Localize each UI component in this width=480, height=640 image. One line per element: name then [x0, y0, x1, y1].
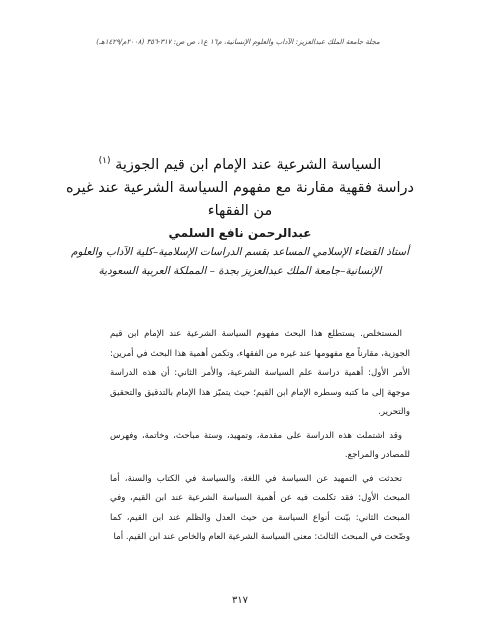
page-number: ٣١٧ — [231, 595, 249, 606]
abstract-paragraph: تحدثت في التمهيد عن السياسة في اللغة، والسياسة في الكتاب والسنة، أما المبحث الأول: فقد تكلمت فيه عن أهمية السياسة الشرعية عند ابن القيم، وفي المبحث الثاني: بيّنت أنواع السياسة من حيث العدل والظلم عند ابن القيم، كما وضّحت في المبحث الثالث: معنى السياسة الشرعية العام والخاص عند ابن القيم. أما — [110, 473, 410, 542]
running-head: مجلة جامعة الملك عبدالعزيز: الآداب والعلوم الإنسانية، م١٦ ع١، ص ص: ٣١٧-٣٥٦ (٢٠٠٨م/١٤٢٩هـ) — [96, 38, 380, 46]
abstract — [110, 325, 410, 552]
abstract-paragraph: وقد اشتملت هذه الدراسة على مقدمة، وتمهيد، وستة مباحث، وخاتمة، وفهرس للمصادر والمراجع. — [110, 430, 410, 460]
author-affiliation-line-1: أستاذ القضاء الإسلامي المساعد بقسم الدراسات الإسلامية–كلية الآداب والعلوم — [70, 245, 410, 258]
author-name: عبدالرحمن نافع السلمي — [168, 225, 312, 240]
title-block — [30, 150, 450, 281]
abstract-paragraph: المستخلص. يستطلع هذا البحث مفهوم السياسة الشرعية عند الإمام ابن قيم الجوزية، مقارناً مع مفهومها عند غيره من الفقهاء، وتكمن أهمية هذا البحث في أمرين: الأمر الأول: أهمية دراسة علم السياسة الشرعية، والأمر الثاني: أن هذه الدراسة موجهة إلى ما كتبه وسطره الإمام ابن القيم؛ حيث يتميّز هذا الإمام بالتدقيق والتحقيق والتحرير. — [110, 329, 410, 417]
author-affiliation-line-2: الإنسانية–جامعة الملك عبدالعزيز بجدة – المملكة العربية السعودية — [98, 264, 382, 277]
paper-title-line-1 — [30, 150, 450, 177]
paper-title-line-3: من الفقهاء — [207, 202, 273, 219]
title-footnote-mark: (١) — [98, 156, 111, 166]
paper-title-line-2: دراسة فقهية مقارنة مع مفهوم السياسة الشرعية عند غيره — [66, 179, 414, 196]
title-text-1: السياسة الشرعية عند الإمام ابن قيم الجوزية — [115, 156, 382, 173]
